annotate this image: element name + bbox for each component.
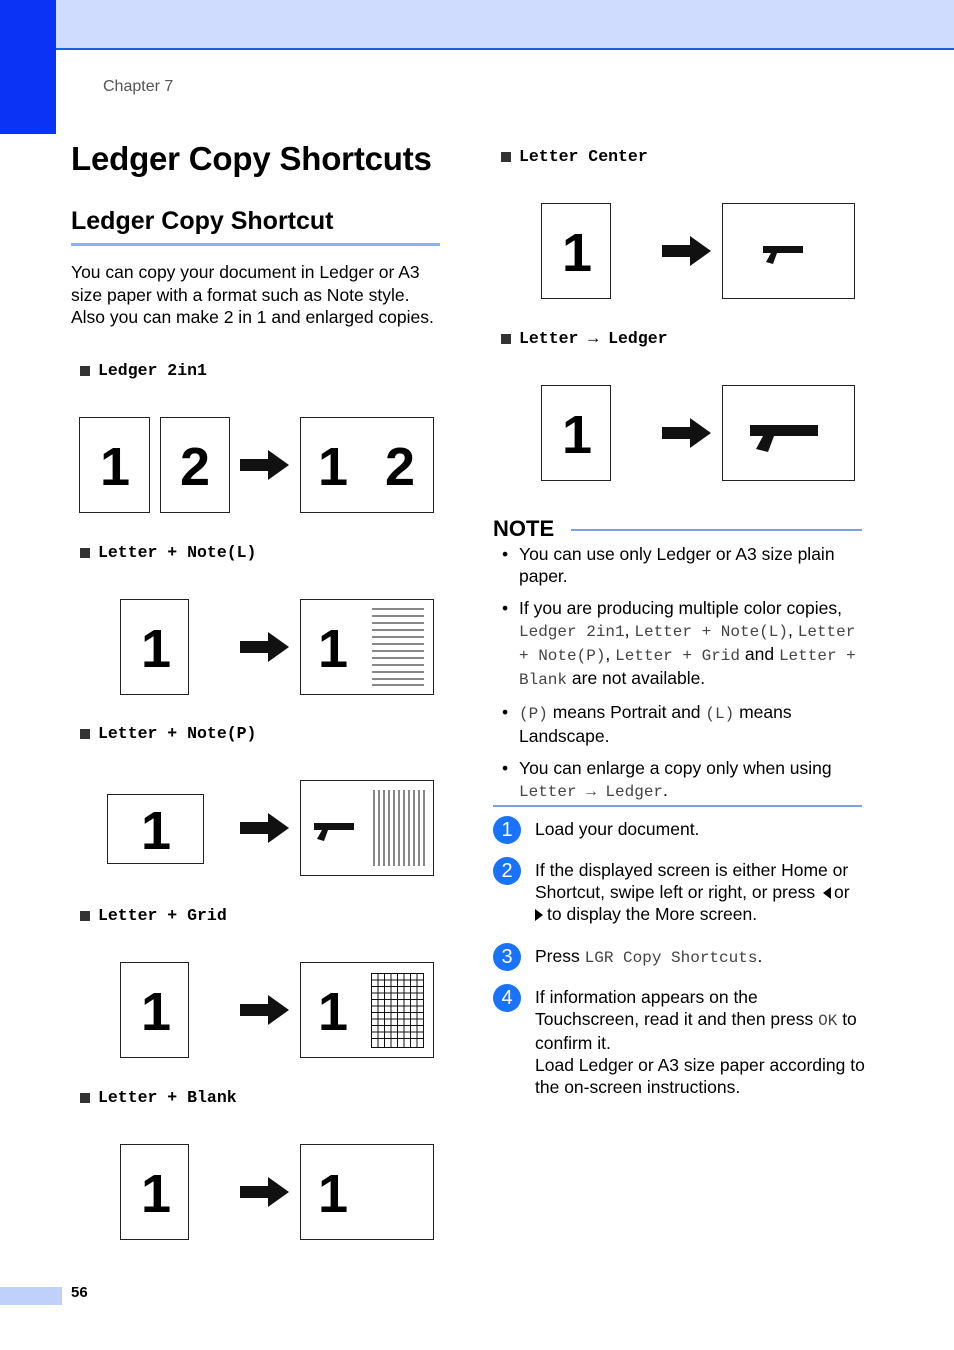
note-text: You can use only Ledger or A3 size plain paper. <box>519 544 835 586</box>
square-bullet-icon <box>80 911 90 921</box>
option-letter-blank <box>80 1088 237 1107</box>
option-label: Letter + Note(P) <box>98 724 257 743</box>
step-number-badge: 3 <box>493 943 521 971</box>
page-digit: 1 <box>141 1164 172 1224</box>
note-heading: NOTE <box>493 516 555 541</box>
rotated-one-graphic <box>314 821 354 841</box>
note-code: Ledger 2in1 <box>519 623 625 641</box>
result-page-enlarged <box>722 385 855 481</box>
grid-graphic <box>371 973 424 1048</box>
note-item <box>500 757 870 803</box>
result-page-centered <box>722 203 855 299</box>
note-code: Letter + Note(L) <box>634 623 788 641</box>
step-code: LGR Copy Shortcuts <box>584 949 758 967</box>
arrow-right-icon <box>662 418 711 448</box>
arrow-right-icon <box>240 995 289 1025</box>
note-lines-vertical-graphic <box>373 790 425 866</box>
note-text: You can enlarge a copy only when using <box>519 758 832 778</box>
step-text <box>535 986 865 1098</box>
option-label: Letter + Blank <box>98 1088 237 1107</box>
step-number-badge: 1 <box>493 816 521 844</box>
note-text: If you are producing multiple color copies, <box>519 598 842 618</box>
note-item <box>500 597 870 691</box>
arrow-right-icon <box>240 632 289 662</box>
option-label: Letter → Ledger <box>519 329 668 348</box>
note-text: are not available. <box>571 668 706 688</box>
step-code: OK <box>818 1012 838 1030</box>
section-rule <box>71 243 440 246</box>
note-code: Letter + Blank <box>519 647 856 689</box>
step-text <box>535 859 865 925</box>
option-letter-grid <box>80 906 227 925</box>
step-3 <box>493 943 868 973</box>
note-separator: , <box>624 620 630 640</box>
triangle-right-icon <box>535 909 543 921</box>
option-label: Ledger 2in1 <box>98 361 207 380</box>
source-page-landscape <box>107 794 204 864</box>
step-number-badge: 4 <box>493 984 521 1012</box>
step-text-part: If the displayed screen is either Home or Shortcut, swipe left or right, or press <box>535 860 849 902</box>
page-digit: 1 <box>318 619 349 679</box>
step-text-part: . <box>757 946 763 966</box>
note-list <box>500 543 870 813</box>
square-bullet-icon <box>80 1093 90 1103</box>
square-bullet-icon <box>501 334 511 344</box>
source-page <box>541 203 611 299</box>
arrow-right-icon <box>662 236 711 266</box>
arrow-right-icon <box>240 450 289 480</box>
option-letter-to-ledger <box>501 329 668 348</box>
page-digit: 1 <box>141 619 172 679</box>
rotated-one-graphic <box>763 244 803 264</box>
note-item <box>500 543 870 587</box>
option-letter-center <box>501 147 648 166</box>
step-text: Load your document. <box>535 819 700 839</box>
note-rule-bottom <box>493 805 862 807</box>
square-bullet-icon <box>501 152 511 162</box>
page-title: Ledger Copy Shortcuts <box>71 140 432 177</box>
step-text-part: If information appears on the Touchscreen, read it and then press <box>535 987 814 1029</box>
note-code: (P) <box>519 705 548 723</box>
note-code: (L) <box>705 705 735 723</box>
note-text: means Landscape. <box>519 702 792 746</box>
step-text-part: to display the More screen. <box>547 904 758 924</box>
arrow-right-icon <box>240 813 289 843</box>
result-page-blank <box>300 1144 434 1240</box>
page-digit: 1 <box>318 1164 349 1224</box>
square-bullet-icon <box>80 729 90 739</box>
option-letter-note-l <box>80 543 256 562</box>
triangle-left-icon <box>823 887 831 899</box>
note-code: Letter → Ledger <box>519 783 664 801</box>
note-text: and <box>744 644 775 664</box>
option-letter-note-p <box>80 724 256 743</box>
result-page-note-lines <box>300 599 434 695</box>
step-text-part: Press <box>535 946 580 966</box>
footer-band <box>0 1287 62 1305</box>
note-text: . <box>663 780 668 800</box>
step-number-badge: 2 <box>493 857 521 885</box>
source-page-2 <box>160 417 230 513</box>
page-digit: 1 <box>562 405 593 465</box>
page-digit: 2 <box>385 437 416 497</box>
result-page-note-vertical <box>300 780 434 876</box>
page-digit: 1 <box>562 223 593 283</box>
arrow-right-icon <box>240 1177 289 1207</box>
step-text <box>535 945 865 969</box>
note-code: Letter + Note(P) <box>519 623 856 665</box>
page-digit: 1 <box>318 437 349 497</box>
page-digit: 1 <box>141 982 172 1042</box>
page-digit: 1 <box>100 437 131 497</box>
source-page <box>120 599 189 695</box>
source-page-1 <box>79 417 150 513</box>
page-digit: 2 <box>180 437 211 497</box>
page-digit: 1 <box>141 801 172 861</box>
option-label: Letter + Note(L) <box>98 543 257 562</box>
option-label: Letter + Grid <box>98 906 227 925</box>
step-text-part: Load Ledger or A3 size paper according to the on-screen instructions. <box>535 1055 865 1097</box>
note-lines-graphic <box>372 608 424 686</box>
note-separator: , <box>788 620 793 640</box>
chapter-label: Chapter 7 <box>103 78 174 95</box>
option-ledger-2in1 <box>80 361 207 380</box>
result-page-grid <box>300 962 434 1058</box>
page-number: 56 <box>71 1284 88 1301</box>
page-digit: 1 <box>318 982 349 1042</box>
step-2 <box>493 857 868 929</box>
note-separator: , <box>605 644 611 664</box>
step-text-part: or <box>834 882 850 902</box>
step-text-part: to confirm it. <box>535 1009 857 1053</box>
step-4 <box>493 984 868 1104</box>
intro-paragraph: You can copy your document in Ledger or A3 size paper with a format such as Note style. Also you can make 2 in 1 and enlarged copies. <box>71 262 434 327</box>
note-text: means Portrait and <box>552 702 701 722</box>
rotated-one-large-graphic <box>750 422 818 452</box>
source-page <box>120 962 189 1058</box>
source-page <box>541 385 611 481</box>
source-page <box>120 1144 189 1240</box>
section-title: Ledger Copy Shortcut <box>71 207 334 235</box>
chapter-tab <box>0 0 56 134</box>
step-1 <box>493 816 868 846</box>
note-code: Letter + Grid <box>615 647 740 665</box>
result-page <box>300 417 434 513</box>
option-label: Letter Center <box>519 147 648 166</box>
note-rule-top <box>571 529 862 531</box>
square-bullet-icon <box>80 366 90 376</box>
header-band <box>0 0 954 50</box>
note-item <box>500 701 870 747</box>
square-bullet-icon <box>80 548 90 558</box>
